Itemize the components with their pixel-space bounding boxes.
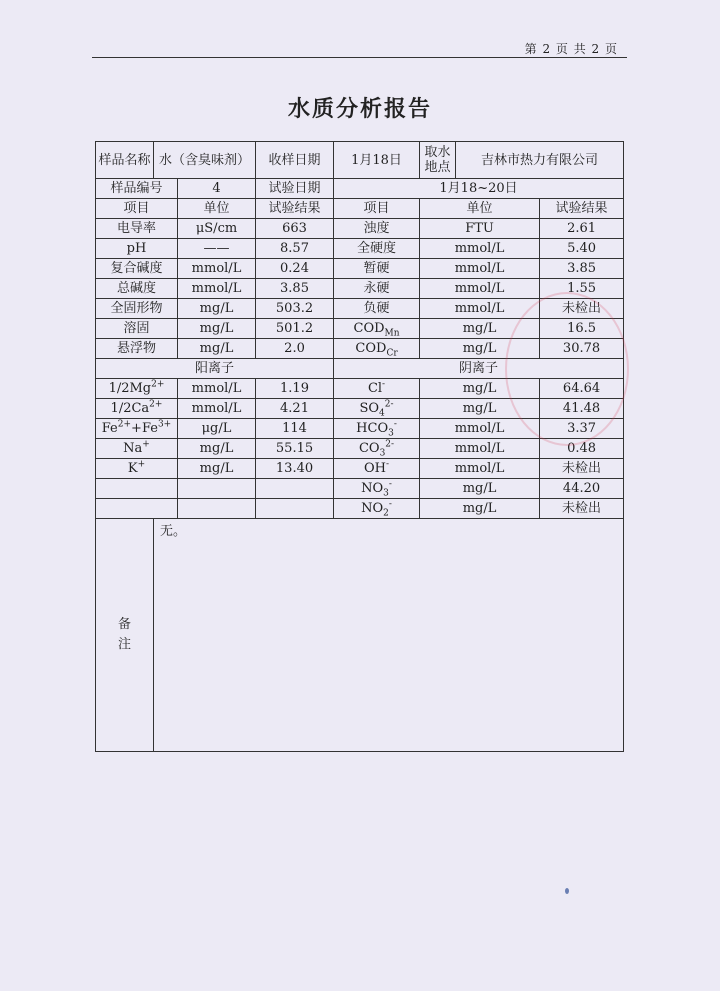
notes-cell [154,519,624,752]
cation-sup: + [142,439,150,450]
param-unit-2: mmol/L [420,259,540,279]
anion-sub: 4 [379,408,385,419]
param-result: 2.0 [256,339,334,359]
param-result-2: 未检出 [540,299,624,319]
anion-base: CO [358,441,380,456]
cation-result: 4.21 [256,399,334,419]
param-name-2 [334,319,420,339]
anion [334,479,420,499]
param-result: 0.24 [256,259,334,279]
param-name-2: 全硬度 [334,239,420,259]
notes-label [96,519,154,752]
cation-sup-2: 3+ [157,419,172,430]
param-result-2: 30.78 [540,339,624,359]
cation [96,419,178,439]
test-date-label: 试验日期 [256,179,334,199]
anion-sub: 2 [383,508,389,519]
param-result-2: 16.5 [540,319,624,339]
page-indicator: 第 2 页 共 2 页 [524,42,618,56]
anion-result: 未检出 [540,459,624,479]
col-result-2: 试验结果 [540,199,624,219]
cation [96,479,178,499]
param-name: 电导率 [96,219,178,239]
cation-base: 1/2Mg [108,381,152,396]
anion [334,419,420,439]
param-unit-2: mg/L [420,339,540,359]
anion-sup: - [388,479,392,490]
param-name-2: 浊度 [334,219,420,239]
param-name-2-sub: Mn [384,328,400,339]
anion-result: 41.48 [540,399,624,419]
anion-sup: - [388,499,392,510]
param-unit: mmol/L [178,279,256,299]
param-result: 3.85 [256,279,334,299]
anion [334,499,420,519]
param-name-2-base: COD [353,321,385,336]
param-name-2-base: COD [355,341,387,356]
cation-result [256,479,334,499]
table-row [96,459,624,479]
anion [334,399,420,419]
param-name: 全固形物 [96,299,178,319]
col-result: 试验结果 [256,199,334,219]
cation-sup: 2+ [117,419,132,430]
anion-sup: 2- [384,399,394,410]
cation-result: 114 [256,419,334,439]
anion-unit: mg/L [420,399,540,419]
param-unit-2: FTU [420,219,540,239]
anion-unit: mg/L [420,379,540,399]
notes-row [96,519,624,752]
cation-result: 55.15 [256,439,334,459]
param-unit-2: mmol/L [420,279,540,299]
param-name-2: 暂硬 [334,259,420,279]
param-unit: —— [178,239,256,259]
param-result-2: 1.55 [540,279,624,299]
anion-unit: mmol/L [420,419,540,439]
anion-sup: - [393,419,397,430]
sample-number-label: 样品编号 [96,179,178,199]
param-name-2 [334,339,420,359]
anion-base: NO [361,501,384,516]
notes-label-text: 备注 [118,617,132,652]
anion-sub: 3 [379,448,386,459]
anion-unit: mg/L [420,479,540,499]
collect-date-label: 收样日期 [256,142,334,179]
anion-unit: mmol/L [420,459,540,479]
param-name: 复合碱度 [96,259,178,279]
param-result: 8.57 [256,239,334,259]
col-unit-2: 单位 [420,199,540,219]
table-row [96,259,624,279]
cation-unit [178,479,256,499]
anion [334,459,420,479]
param-result: 663 [256,219,334,239]
table-row [96,499,624,519]
sample-name-label: 样品名称 [96,142,154,179]
anion-base: OH [364,461,386,476]
param-unit-2: mmol/L [420,239,540,259]
param-result-2: 2.61 [540,219,624,239]
param-name: 悬浮物 [96,339,178,359]
param-unit: mg/L [178,299,256,319]
cation-base: Fe [101,421,118,436]
param-unit-2: mmol/L [420,299,540,319]
anion-sub: 3 [383,488,389,499]
table-row [96,219,624,239]
param-name-2: 负硬 [334,299,420,319]
cation-base: 1/2Ca [110,401,150,416]
cation-unit: mg/L [178,459,256,479]
site-label: 取水地点 [420,142,456,179]
test-date-value: 1月18~20日 [334,179,624,199]
anion-result: 0.48 [540,439,624,459]
param-unit: mg/L [178,339,256,359]
table-row [96,479,624,499]
anion-base: Cl [367,381,383,396]
cation [96,399,178,419]
cation [96,499,178,519]
anion-result: 44.20 [540,479,624,499]
param-unit-2: mg/L [420,319,540,339]
cation [96,439,178,459]
sample-number-value: 4 [178,179,256,199]
cation-base: K [127,461,138,476]
col-unit: 单位 [178,199,256,219]
anion-unit: mg/L [420,499,540,519]
cation-header: 阳离子 [96,359,334,379]
param-unit: mmol/L [178,259,256,279]
table-row [96,439,624,459]
param-result: 501.2 [256,319,334,339]
cation-unit [178,499,256,519]
anion-sub: 3 [388,428,394,439]
sample-row-1 [96,142,624,179]
col-item-2: 项目 [334,199,420,219]
anion [334,439,420,459]
anion-sup: - [386,459,390,470]
header-rule [92,57,627,58]
anion-sup: 2- [385,439,395,450]
cation-sup: 2+ [151,379,165,390]
cation-unit: mmol/L [178,379,256,399]
anion-result: 64.64 [540,379,624,399]
anion-base: NO [361,481,384,496]
report-title: 水质分析报告 [287,96,432,122]
notes-text: 无。 [160,524,187,539]
cation-unit: mg/L [178,439,256,459]
param-name-2: 永硬 [334,279,420,299]
cation [96,379,178,399]
cation-mid: +Fe [131,421,158,436]
table-row [96,279,624,299]
analysis-table [95,141,624,752]
table-row [96,239,624,259]
param-name: 溶固 [96,319,178,339]
anion-base: SO [359,401,380,416]
column-header-row [96,199,624,219]
cation [96,459,178,479]
cation-result [256,499,334,519]
anion-sup: - [382,379,386,390]
param-result-2: 3.85 [540,259,624,279]
cation-result: 13.40 [256,459,334,479]
param-name: pH [96,239,178,259]
collect-date-value: 1月18日 [334,142,420,179]
param-name: 总碱度 [96,279,178,299]
anion-result: 3.37 [540,419,624,439]
cation-sup: + [137,459,146,470]
cation-result: 1.19 [256,379,334,399]
cation-sup: 2+ [149,399,163,410]
anion [334,379,420,399]
site-value: 吉林市热力有限公司 [456,142,624,179]
red-seal-stamp [505,292,629,446]
anion-base: HCO [356,421,389,436]
anion-header: 阴离子 [334,359,624,379]
anion-result: 未检出 [540,499,624,519]
param-name-2-sub: Cr [386,348,398,359]
cation-unit: μg/L [178,419,256,439]
anion-unit: mmol/L [420,439,540,459]
param-unit: μS/cm [178,219,256,239]
sample-row-2 [96,179,624,199]
param-result: 503.2 [256,299,334,319]
cation-unit: mmol/L [178,399,256,419]
sample-name-value: 水（含臭味剂） [154,142,256,179]
cation-base: Na [123,441,143,456]
param-result-2: 5.40 [540,239,624,259]
ink-dot [565,888,569,894]
col-item: 项目 [96,199,178,219]
param-unit: mg/L [178,319,256,339]
